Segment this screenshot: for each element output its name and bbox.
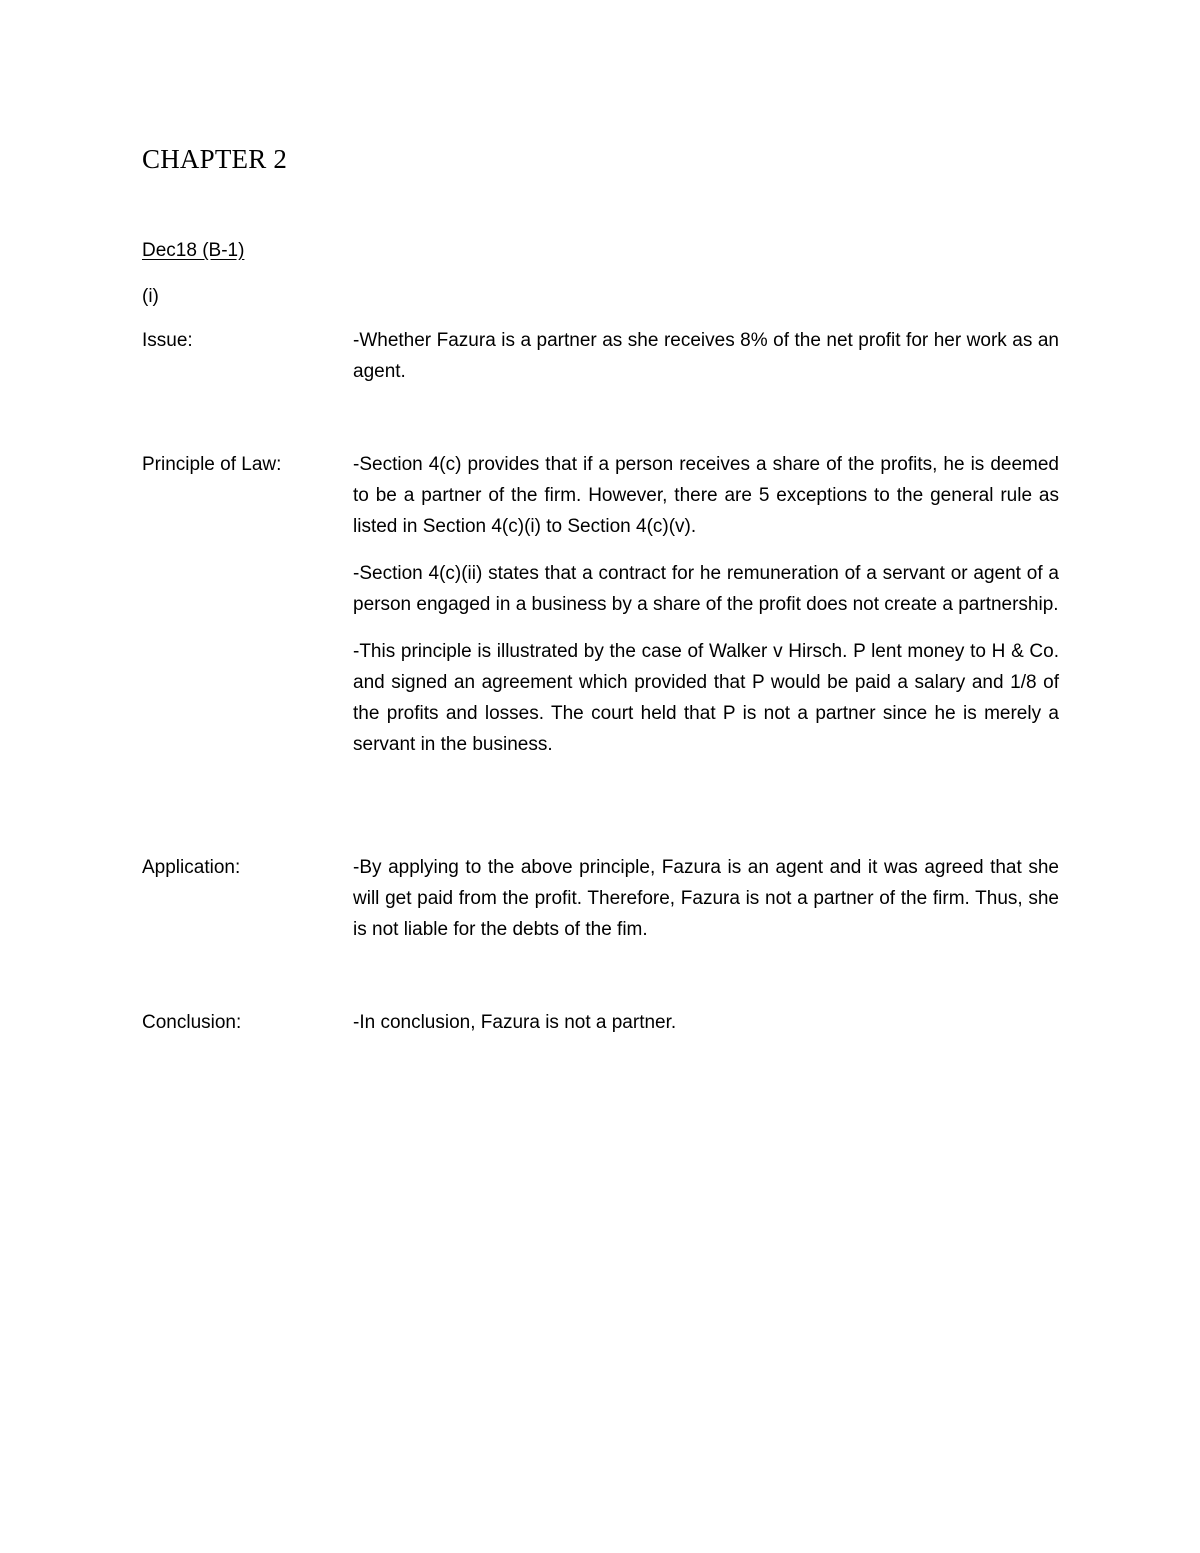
principle-paragraph-1: -Section 4(c) provides that if a person receives a share of the profits, he is deemed to be a partner of the firm. However, there are 5 exceptions to the general rule as listed in Section 4(c)(i) to Section 4(c)(v).	[353, 454, 1059, 537]
issue-label: Issue:	[142, 330, 193, 351]
application-body	[353, 852, 1059, 945]
issue-body	[353, 325, 1059, 387]
conclusion-body	[353, 1007, 1059, 1038]
application-label: Application:	[142, 857, 241, 878]
sub-part-label: (i)	[142, 286, 159, 307]
conclusion-paragraph: -In conclusion, Fazura is not a partner.	[353, 1012, 677, 1033]
question-reference: Dec18 (B-1)	[142, 240, 245, 261]
application-paragraph: -By applying to the above principle, Fazura is an agent and it was agreed that she will get paid from the profit. Therefore, Fazura is not a partner of the firm. Thus, she is not liable for the debts of the fim.	[353, 857, 1059, 940]
conclusion-label: Conclusion:	[142, 1012, 242, 1033]
principle-body	[353, 449, 1059, 760]
principle-paragraph-2: -Section 4(c)(ii) states that a contract for he remuneration of a servant or agent of a person engaged in a business by a share of the profit does not create a partnership.	[353, 563, 1059, 615]
principle-paragraph-3: -This principle is illustrated by the case of Walker v Hirsch. P lent money to H & Co. and signed an agreement which provided that P would be paid a salary and 1/8 of the profits and losses. The court held that P is not a partner since he is merely a servant in the business.	[353, 641, 1059, 755]
chapter-title: CHAPTER 2	[142, 144, 288, 174]
principle-label: Principle of Law:	[142, 454, 282, 475]
issue-paragraph: -Whether Fazura is a partner as she receives 8% of the net profit for her work as an agent.	[353, 330, 1059, 382]
